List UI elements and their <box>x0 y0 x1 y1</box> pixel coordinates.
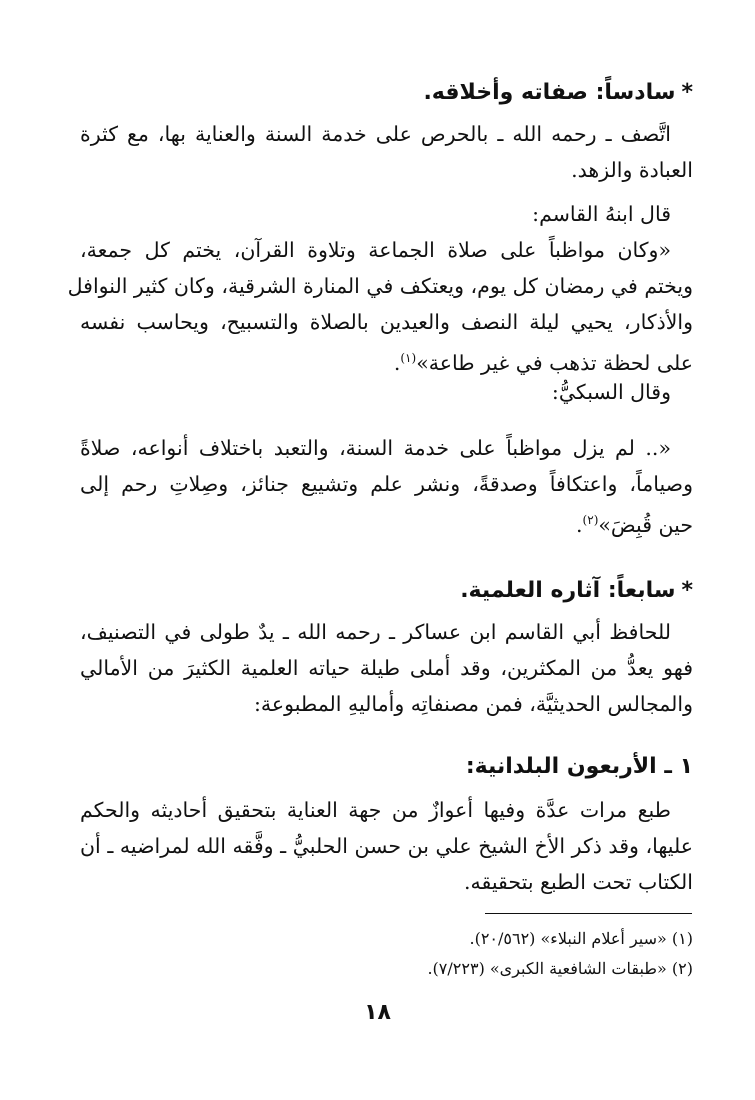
text-line: والمجالس الحديثيَّة، فمن مصنفاتِه وأماليهِ المطبوعة: <box>253 692 693 716</box>
text-line: «وكان مواظباً على صلاة الجماعة وتلاوة القرآن، يختم كل جمعة، <box>80 238 671 262</box>
section-title: سادساً: صفاته وأخلاقه. <box>423 80 676 105</box>
text-line: وصياماً، واعتكافاً وصدقةً، ونشر علم وتشييع جنائز، وصِلاتِ رحم إلى <box>80 472 693 496</box>
footnote-number: (١) <box>671 929 693 948</box>
section-heading-7 <box>80 576 693 606</box>
footnote-ref: (٢) <box>582 513 599 527</box>
footnote-divider <box>485 913 692 914</box>
period: . <box>393 350 401 375</box>
text-line: طبع مرات عدَّة وفيها أعوازٌ من جهة العناية بتحقيق أحاديثه والحكم <box>80 798 671 822</box>
footnote-ref: (١) <box>400 351 417 365</box>
text-line <box>80 502 693 543</box>
asterisk-marker: * <box>681 578 693 603</box>
period: . <box>576 512 583 537</box>
footnote-text: «سير أعلام النبلاء» (٢٠/٥٦٢). <box>469 929 667 948</box>
footnote <box>300 928 693 950</box>
page-number: ١٨ <box>364 1000 391 1025</box>
asterisk-marker: * <box>681 80 693 105</box>
section-heading-6 <box>80 78 693 108</box>
text-line: «.. لم يزل مواظباً على خدمة السنة، والتعبد باختلاف أنواعه، صلاةً <box>80 436 671 460</box>
text-line: فهو يعدُّ من المكثرين، وقد أملى طيلة حياته العلمية الكثيرَ من الأمالي <box>80 656 693 680</box>
quote-paragraph <box>80 430 693 543</box>
paragraph-intro <box>80 116 693 188</box>
item-heading <box>80 752 693 782</box>
footnote <box>300 958 693 980</box>
footnote-number: (٢) <box>671 959 693 978</box>
text-line: الكتاب تحت الطبع بتحقيقه. <box>463 870 693 894</box>
quote-label-text: وقال السبكيُّ: <box>551 380 671 404</box>
text-line: والأذكار، يحيي ليلة النصف والعيدين بالصلاة والتسبيح، ويحاسب نفسه <box>80 310 693 334</box>
text-fragment: حين قُبِضَ» <box>598 512 693 537</box>
text-line: العبادة والزهد. <box>571 158 693 182</box>
text-line: ويختم في رمضان كل يوم، ويعتكف في المنارة الشرقية، وكان كثير النوافل <box>67 274 693 298</box>
paragraph-works <box>80 614 693 722</box>
quote-label-text: قال ابنهُ القاسم: <box>532 202 671 226</box>
item-title: ١ ـ الأربعون البلدانية: <box>465 754 693 779</box>
quote-label <box>80 374 693 410</box>
paragraph-item1 <box>80 792 693 900</box>
section-title: سابعاً: آثاره العلمية. <box>460 578 676 603</box>
text-fragment: على لحظة تذهب في غير طاعة» <box>416 350 693 375</box>
text-line: اتَّصف ـ رحمه الله ـ بالحرص على خدمة السنة والعناية بها، مع كثرة <box>80 122 671 146</box>
footnote-text: «طبقات الشافعية الكبرى» (٧/٢٢٣). <box>427 959 667 978</box>
quote-label <box>80 196 693 232</box>
text-line: عليها، وقد ذكر الأخ الشيخ علي بن حسن الحلبيُّ ـ وفَّقه الله لمراضيه ـ أن <box>80 834 693 858</box>
quote-paragraph <box>67 232 693 381</box>
text-line: للحافظ أبي القاسم ابن عساكر ـ رحمه الله ـ يدٌ طولى في التصنيف، <box>80 620 671 644</box>
